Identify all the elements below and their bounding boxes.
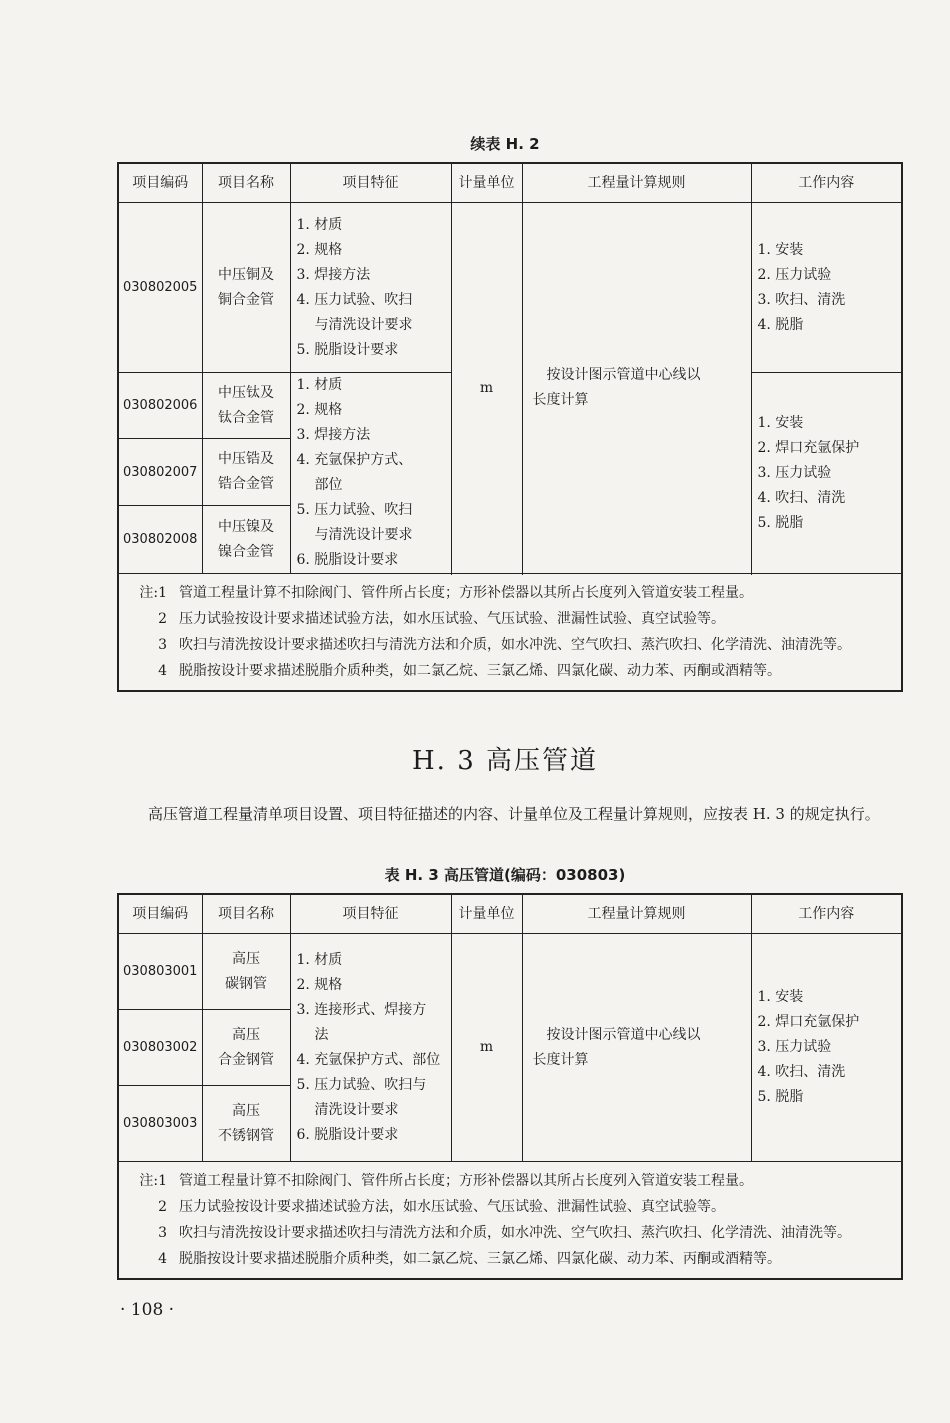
item-code: 030802006: [118, 373, 202, 439]
item-unit: m: [451, 934, 522, 1162]
table-h3-notes: [118, 1162, 902, 1280]
header-code: 项目编码: [118, 163, 202, 203]
item-features: 1. 材质 2. 规格 3. 焊接方法 4. 压力试验、吹扫 与清洗设计要求 5. 脱脂设计要求: [290, 203, 451, 373]
note-line: 3 吹扫与清洗按设计要求描述吹扫与清洗方法和介质，如水冲洗、空气吹扫、蒸汽吹扫、化学清洗、油清洗等。: [158, 637, 851, 653]
header-name: 项目名称: [202, 163, 290, 203]
item-code: 030802005: [118, 203, 202, 373]
item-name: 中压钛及 钛合金管: [202, 373, 290, 439]
item-name: 中压镍及 镍合金管: [202, 506, 290, 574]
note-line: 注:1 管道工程量计算不扣除阀门、管件所占长度；方形补偿器以其所占长度列入管道安装工程量。: [139, 585, 753, 601]
item-name: 中压锆及 锆合金管: [202, 439, 290, 506]
item-features: 1. 材质 2. 规格 3. 连接形式、焊接方 法 4. 充氩保护方式、部位 5. 压力试验、吹扫与 清洗设计要求 6. 脱脂设计要求: [290, 934, 451, 1162]
note-line: 4 脱脂按设计要求描述脱脂介质种类，如二氯乙烷、三氯乙烯、四氯化碳、动力苯、丙酮或酒精等。: [158, 1251, 781, 1267]
table-h3-header-row: [118, 894, 902, 934]
table-h3-caption: 表 H. 3 高压管道(编码：030803): [384, 866, 626, 884]
item-work: 1. 安装 2. 压力试验 3. 吹扫、清洗 4. 脱脂: [751, 203, 902, 373]
header-work: 工作内容: [751, 163, 902, 203]
header-name: 项目名称: [202, 894, 290, 934]
item-code: 030802008: [118, 506, 202, 574]
item-unit: m: [451, 203, 522, 574]
table-row: [118, 203, 902, 373]
table-h2-caption: 续表 H. 2: [470, 135, 540, 153]
item-code: 030803003: [118, 1086, 202, 1162]
header-rule: 工程量计算规则: [522, 163, 751, 203]
note-line: 3 吹扫与清洗按设计要求描述吹扫与清洗方法和介质，如水冲洗、空气吹扫、蒸汽吹扫、化学清洗、油清洗等。: [158, 1225, 851, 1241]
item-work: 1. 安装 2. 焊口充氩保护 3. 压力试验 4. 吹扫、清洗 5. 脱脂: [751, 373, 902, 574]
item-code: 030803002: [118, 1010, 202, 1086]
section-intro: 高压管道工程量清单项目设置、项目特征描述的内容、计量单位及工程量计算规则，应按表 H. 3 的规定执行。: [148, 805, 880, 823]
note-line: 2 压力试验按设计要求描述试验方法，如水压试验、气压试验、泄漏性试验、真空试验等。: [158, 1199, 725, 1215]
table-h2: [117, 162, 903, 692]
header-features: 项目特征: [290, 894, 451, 934]
note-line: 4 脱脂按设计要求描述脱脂介质种类，如二氯乙烷、三氯乙烯、四氯化碳、动力苯、丙酮或酒精等。: [158, 663, 781, 679]
header-features: 项目特征: [290, 163, 451, 203]
header-rule: 工程量计算规则: [522, 894, 751, 934]
item-code: 030803001: [118, 934, 202, 1010]
header-work: 工作内容: [751, 894, 902, 934]
item-code: 030802007: [118, 439, 202, 506]
section-title: H. 3 高压管道: [411, 746, 598, 776]
item-work: 1. 安装 2. 焊口充氩保护 3. 压力试验 4. 吹扫、清洗 5. 脱脂: [751, 934, 902, 1162]
header-unit: 计量单位: [451, 163, 522, 203]
header-unit: 计量单位: [451, 894, 522, 934]
table-h3: [117, 893, 903, 1280]
item-name: 中压铜及 铜合金管: [202, 203, 290, 373]
table-h2-header-row: [118, 163, 902, 203]
table-h2-notes: [118, 574, 902, 692]
page-number: · 108 ·: [120, 1300, 175, 1320]
note-line: 注:1 管道工程量计算不扣除阀门、管件所占长度；方形补偿器以其所占长度列入管道安装工程量。: [139, 1173, 753, 1189]
item-name: 高压 合金钢管: [202, 1010, 290, 1086]
item-features: 1. 材质 2. 规格 3. 焊接方法 4. 充氩保护方式、 部位 5. 压力试验、吹扫 与清洗设计要求 6. 脱脂设计要求: [290, 373, 451, 574]
item-name: 高压 不锈钢管: [202, 1086, 290, 1162]
item-rule: 按设计图示管道中心线以 长度计算: [522, 934, 751, 1162]
note-line: 2 压力试验按设计要求描述试验方法，如水压试验、气压试验、泄漏性试验、真空试验等。: [158, 611, 725, 627]
table-row: [118, 934, 902, 1010]
item-name: 高压 碳钢管: [202, 934, 290, 1010]
item-rule: 按设计图示管道中心线以 长度计算: [522, 203, 751, 574]
header-code: 项目编码: [118, 894, 202, 934]
